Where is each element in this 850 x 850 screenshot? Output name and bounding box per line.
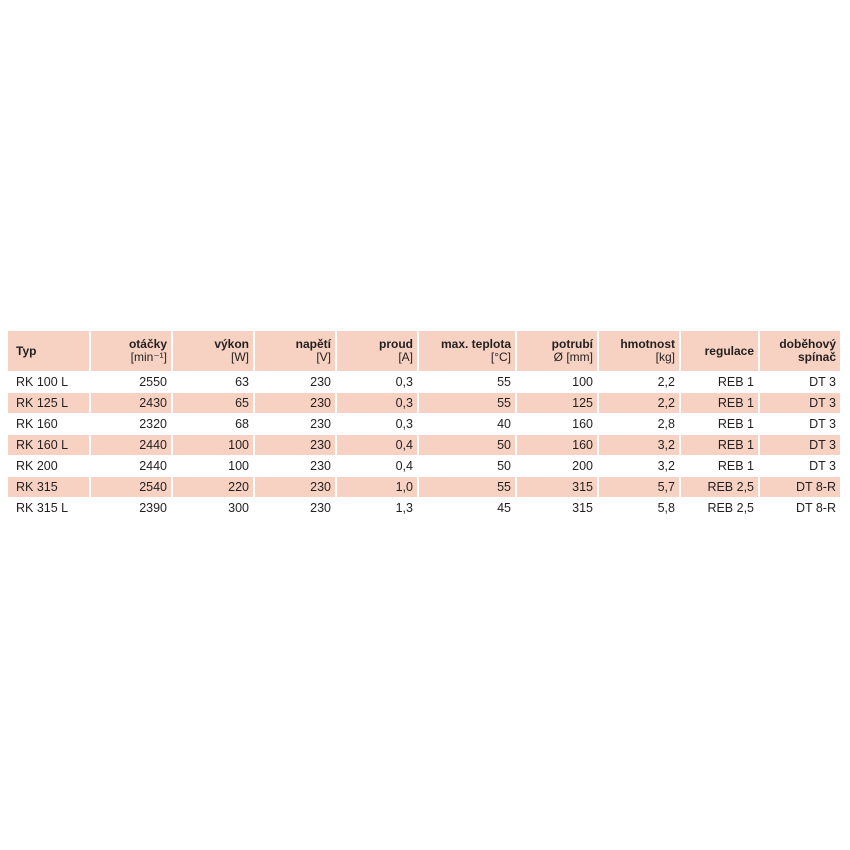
col-header-max-teplota bbox=[417, 331, 515, 371]
table-header bbox=[8, 331, 840, 371]
cell-dobehovy-spinac: DT 3 bbox=[758, 392, 840, 413]
cell-typ: RK 160 bbox=[8, 413, 89, 434]
cell-hmotnost: 3,2 bbox=[597, 434, 679, 455]
cell-typ: RK 100 L bbox=[8, 371, 89, 392]
col-name: regulace bbox=[704, 343, 754, 358]
col-name: proud bbox=[379, 337, 413, 351]
col-name: napětí bbox=[295, 337, 331, 351]
col-header-vykon bbox=[171, 331, 253, 371]
col-header-regulace bbox=[679, 331, 758, 371]
cell-vykon: 68 bbox=[171, 413, 253, 434]
cell-dobehovy-spinac: DT 8-R bbox=[758, 476, 840, 497]
col-unit: [kg] bbox=[655, 350, 675, 364]
cell-max-teplota: 50 bbox=[417, 434, 515, 455]
cell-vykon: 100 bbox=[171, 455, 253, 476]
cell-regulace: REB 1 bbox=[679, 413, 758, 434]
cell-dobehovy-spinac: DT 3 bbox=[758, 413, 840, 434]
col-unit: [min⁻¹] bbox=[130, 350, 167, 364]
cell-max-teplota: 55 bbox=[417, 371, 515, 392]
cell-napeti: 230 bbox=[253, 497, 335, 518]
col-name: otáčky bbox=[128, 337, 167, 351]
cell-dobehovy-spinac: DT 3 bbox=[758, 371, 840, 392]
cell-vykon: 63 bbox=[171, 371, 253, 392]
cell-otacky: 2550 bbox=[89, 371, 171, 392]
cell-max-teplota: 55 bbox=[417, 392, 515, 413]
cell-typ: RK 125 L bbox=[8, 392, 89, 413]
cell-typ: RK 200 bbox=[8, 455, 89, 476]
col-unit: [V] bbox=[316, 350, 331, 364]
cell-otacky: 2390 bbox=[89, 497, 171, 518]
table-row bbox=[8, 476, 840, 497]
cell-max-teplota: 40 bbox=[417, 413, 515, 434]
cell-regulace: REB 1 bbox=[679, 392, 758, 413]
cell-napeti: 230 bbox=[253, 371, 335, 392]
col-name: max. teplota bbox=[440, 337, 511, 351]
cell-vykon: 100 bbox=[171, 434, 253, 455]
cell-max-teplota: 55 bbox=[417, 476, 515, 497]
cell-dobehovy-spinac: DT 8-R bbox=[758, 497, 840, 518]
cell-potrubi: 160 bbox=[515, 413, 597, 434]
col-unit: [W] bbox=[231, 350, 249, 364]
header-row bbox=[8, 331, 840, 371]
cell-potrubi: 315 bbox=[515, 476, 597, 497]
col-header-dobehovy-spinac bbox=[758, 331, 840, 371]
cell-otacky: 2430 bbox=[89, 392, 171, 413]
col-name: hmotnost bbox=[620, 337, 675, 351]
table-row bbox=[8, 497, 840, 518]
cell-napeti: 230 bbox=[253, 413, 335, 434]
table-row bbox=[8, 413, 840, 434]
table-row bbox=[8, 434, 840, 455]
cell-typ: RK 160 L bbox=[8, 434, 89, 455]
col-header-hmotnost bbox=[597, 331, 679, 371]
col-unit: Ø [mm] bbox=[553, 350, 593, 364]
cell-napeti: 230 bbox=[253, 392, 335, 413]
col-header-otacky bbox=[89, 331, 171, 371]
cell-max-teplota: 45 bbox=[417, 497, 515, 518]
cell-proud: 1,0 bbox=[335, 476, 417, 497]
col-header-napeti bbox=[253, 331, 335, 371]
cell-proud: 0,3 bbox=[335, 371, 417, 392]
table-row bbox=[8, 371, 840, 392]
col-header-proud bbox=[335, 331, 417, 371]
cell-dobehovy-spinac: DT 3 bbox=[758, 434, 840, 455]
cell-max-teplota: 50 bbox=[417, 455, 515, 476]
cell-typ: RK 315 bbox=[8, 476, 89, 497]
cell-hmotnost: 3,2 bbox=[597, 455, 679, 476]
cell-regulace: REB 1 bbox=[679, 434, 758, 455]
cell-napeti: 230 bbox=[253, 455, 335, 476]
cell-otacky: 2320 bbox=[89, 413, 171, 434]
col-header-typ bbox=[8, 331, 89, 371]
cell-vykon: 220 bbox=[171, 476, 253, 497]
cell-potrubi: 200 bbox=[515, 455, 597, 476]
cell-proud: 1,3 bbox=[335, 497, 417, 518]
cell-otacky: 2440 bbox=[89, 434, 171, 455]
cell-regulace: REB 2,5 bbox=[679, 476, 758, 497]
cell-regulace: REB 2,5 bbox=[679, 497, 758, 518]
col-name: doběhový bbox=[779, 337, 836, 351]
table-body bbox=[8, 371, 840, 518]
table-row bbox=[8, 455, 840, 476]
cell-hmotnost: 5,7 bbox=[597, 476, 679, 497]
cell-otacky: 2440 bbox=[89, 455, 171, 476]
cell-proud: 0,3 bbox=[335, 413, 417, 434]
cell-hmotnost: 5,8 bbox=[597, 497, 679, 518]
cell-regulace: REB 1 bbox=[679, 371, 758, 392]
table-row bbox=[8, 392, 840, 413]
cell-vykon: 65 bbox=[171, 392, 253, 413]
cell-potrubi: 315 bbox=[515, 497, 597, 518]
cell-otacky: 2540 bbox=[89, 476, 171, 497]
cell-proud: 0,4 bbox=[335, 434, 417, 455]
cell-napeti: 230 bbox=[253, 434, 335, 455]
cell-vykon: 300 bbox=[171, 497, 253, 518]
col-name: potrubí bbox=[551, 337, 593, 351]
cell-potrubi: 100 bbox=[515, 371, 597, 392]
cell-dobehovy-spinac: DT 3 bbox=[758, 455, 840, 476]
col-name: Typ bbox=[16, 343, 37, 358]
cell-napeti: 230 bbox=[253, 476, 335, 497]
col-header-potrubi bbox=[515, 331, 597, 371]
cell-hmotnost: 2,2 bbox=[597, 371, 679, 392]
cell-hmotnost: 2,2 bbox=[597, 392, 679, 413]
cell-potrubi: 125 bbox=[515, 392, 597, 413]
cell-hmotnost: 2,8 bbox=[597, 413, 679, 434]
col-unit: [A] bbox=[398, 350, 413, 364]
cell-potrubi: 160 bbox=[515, 434, 597, 455]
cell-regulace: REB 1 bbox=[679, 455, 758, 476]
cell-proud: 0,3 bbox=[335, 392, 417, 413]
cell-proud: 0,4 bbox=[335, 455, 417, 476]
col-unit: [°C] bbox=[490, 350, 511, 364]
product-spec-table bbox=[8, 331, 840, 518]
col-name: výkon bbox=[214, 337, 249, 351]
cell-typ: RK 315 L bbox=[8, 497, 89, 518]
col-name-line2: spínač bbox=[797, 350, 836, 364]
